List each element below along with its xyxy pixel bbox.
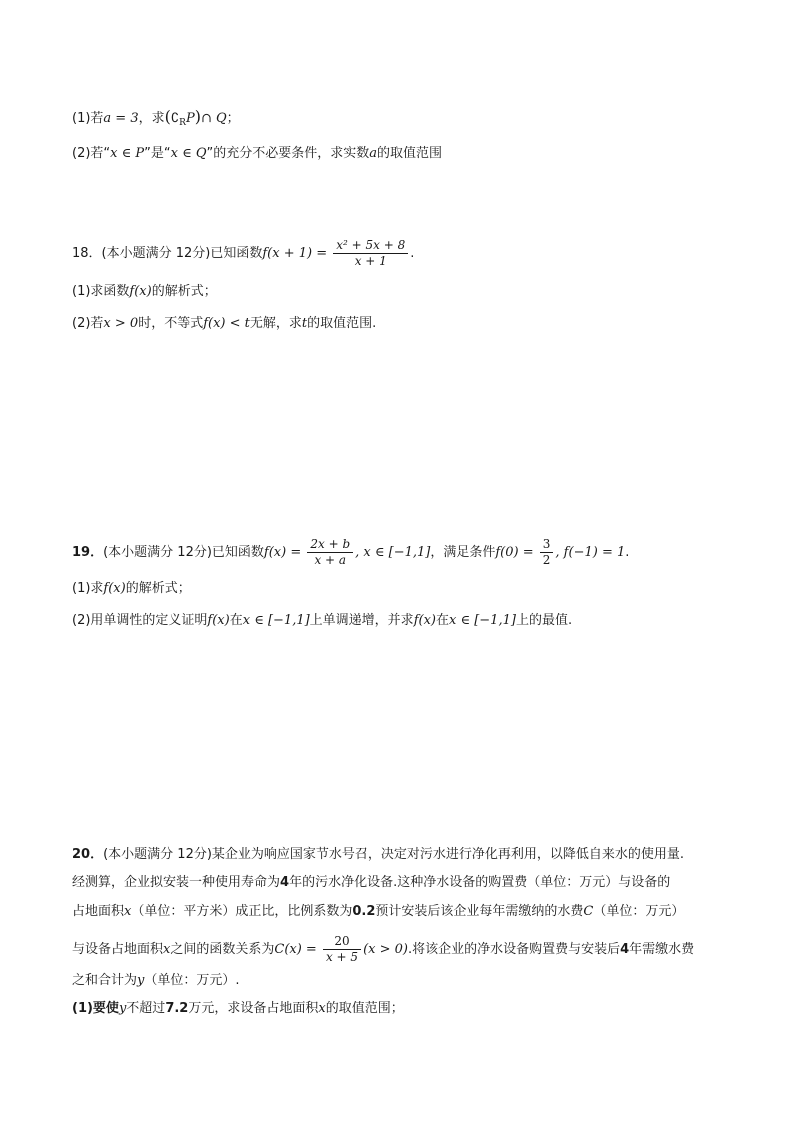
q20-line6: (1)要使y不超过7.2万元，求设备占地面积x的取值范围； [72,1001,404,1016]
fraction: $\frac{3}{2}$ [540,537,554,568]
q20-line1: 20．(本小题满分 12分)某企业为响应国家节水号召，决定对污水进行净化再利用，以降低自来水的使用量. [72,847,685,862]
q20-line2: 经测算，企业拟安装一种使用寿命为4年的污水净化设备.这种净水设备的购置费（单位：万元）与设备的 [72,875,671,890]
fraction: $\frac{20}{x + 5}$ [323,934,361,965]
q20-line5: 之和合计为y（单位：万元）. [72,973,240,988]
q20-line4: 与设备占地面积x之间的函数关系为C(x) = $\frac{20}{x + 5}$ (x > 0).将该企业的净水设备购置费与安装后4年需缴水费 [72,934,695,964]
q18-part1: (1)求函数f(x)的解析式； [72,284,217,299]
q18-header: 18．(本小题满分 12分)已知函数f(x + 1) = $\frac{\text{x² + 5x + 8}}{x + 1}$ . [72,238,415,268]
q20-line3: 占地面积x（单位：平方米）成正比，比例系数为0.2预计安装后该企业每年需缴纳的水费C（单位：万元） [72,904,685,919]
q17-part1: (1)若a = 3，求$(∁_RP)\cap$ Q； [72,107,240,128]
fraction: $\frac{2x + b}{x + a}$ [307,537,353,568]
q18-part2: (2)若x > 0时，不等式f(x) < t无解，求t的取值范围. [72,316,377,331]
complement-symbol: ∁ [170,111,180,126]
q19-part1: (1)求f(x)的解析式； [72,581,191,596]
q17-part2: (2)若“x ∈ P”是“x ∈ Q”的充分不必要条件，求实数a的取值范围 [72,146,443,161]
q19-header: 19．(本小题满分 12分)已知函数f(x) = $\frac{2x + b}{x + a}$ , x ∈ [−1,1]，满足条件f(0) = $\frac{3}{2}$ , f(−1) = 1. [72,537,630,567]
math-condition: a = 3 [103,111,139,126]
fraction: $\frac{\text{x² + 5x + 8}}{x + 1}$ [333,238,408,269]
q19-part2: (2)用单调性的定义证明f(x)在x ∈ [−1,1]上单调递增，并求f(x)在x ∈ [−1,1]上的最值. [72,613,573,628]
